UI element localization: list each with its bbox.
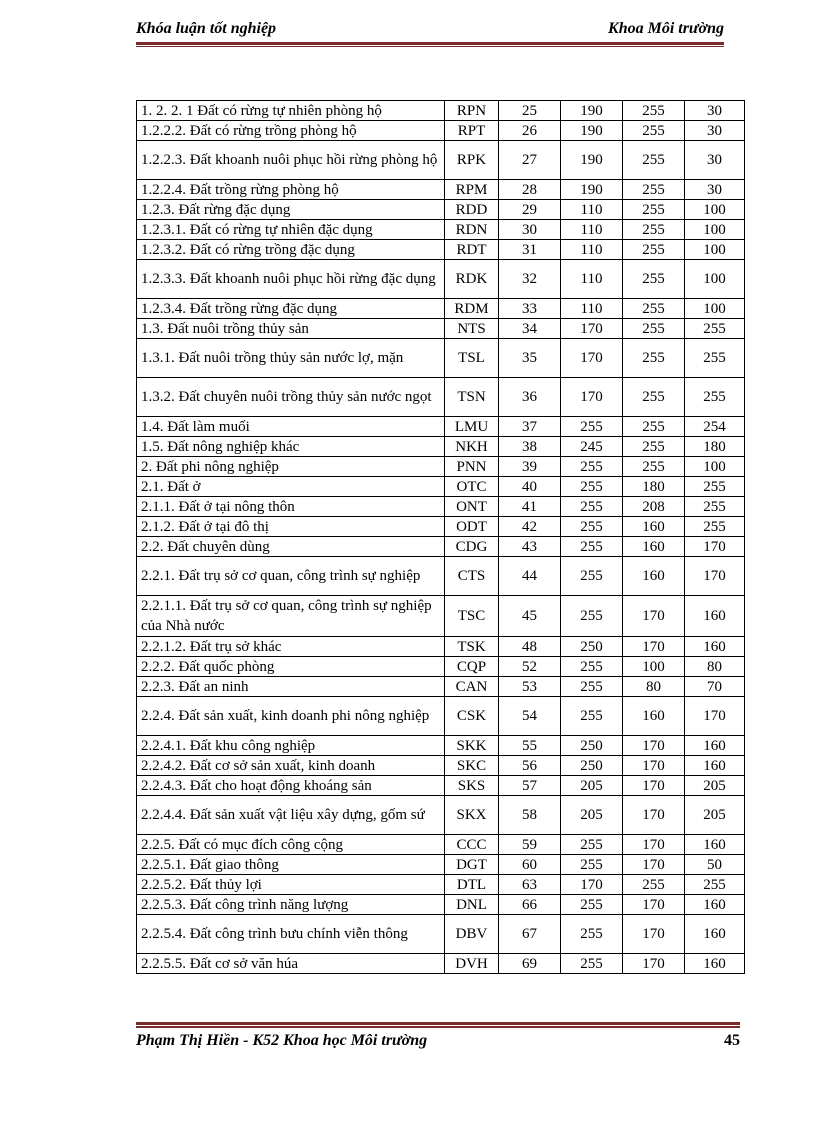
id-cell: 66 xyxy=(499,895,561,915)
green-value-cell: 255 xyxy=(623,875,685,895)
blue-value-cell: 170 xyxy=(685,697,745,736)
code-cell: DBV xyxy=(445,915,499,954)
red-value-cell: 255 xyxy=(561,457,623,477)
code-cell: CCC xyxy=(445,835,499,855)
table-row xyxy=(137,517,745,537)
land-type-cell: 1.3.1. Đất nuôi trồng thủy sản nước lợ, mặn xyxy=(137,339,445,378)
table-row xyxy=(137,697,745,736)
table-row xyxy=(137,339,745,378)
red-value-cell: 110 xyxy=(561,240,623,260)
green-value-cell: 255 xyxy=(623,319,685,339)
table-row xyxy=(137,537,745,557)
land-type-cell: 2.2.4.4. Đất sản xuất vật liệu xây dựng, gốm sứ xyxy=(137,796,445,835)
footer-author: Phạm Thị Hiền - K52 Khoa học Môi trường xyxy=(136,1032,428,1049)
code-cell: RDK xyxy=(445,260,499,299)
blue-value-cell: 100 xyxy=(685,220,745,240)
table-row xyxy=(137,121,745,141)
blue-value-cell: 255 xyxy=(685,517,745,537)
green-value-cell: 255 xyxy=(623,457,685,477)
green-value-cell: 255 xyxy=(623,240,685,260)
land-type-cell: 1.2.3. Đất rừng đặc dụng xyxy=(137,200,445,220)
land-use-color-table xyxy=(136,100,745,974)
id-cell: 59 xyxy=(499,835,561,855)
table-row xyxy=(137,319,745,339)
land-type-cell: 1.2.2.2. Đất có rừng trồng phòng hộ xyxy=(137,121,445,141)
red-value-cell: 255 xyxy=(561,517,623,537)
table-row xyxy=(137,596,745,637)
red-value-cell: 255 xyxy=(561,477,623,497)
id-cell: 48 xyxy=(499,637,561,657)
blue-value-cell: 80 xyxy=(685,657,745,677)
code-cell: SKX xyxy=(445,796,499,835)
land-type-cell: 2.1.1. Đất ở tại nông thôn xyxy=(137,497,445,517)
id-cell: 43 xyxy=(499,537,561,557)
land-type-cell: 1.4. Đất làm muối xyxy=(137,417,445,437)
code-cell: RDT xyxy=(445,240,499,260)
code-cell: CDG xyxy=(445,537,499,557)
code-cell: PNN xyxy=(445,457,499,477)
table-row xyxy=(137,240,745,260)
green-value-cell: 160 xyxy=(623,697,685,736)
land-type-cell: 1.3.2. Đất chuyên nuôi trồng thủy sản nước ngọt xyxy=(137,378,445,417)
blue-value-cell: 160 xyxy=(685,954,745,974)
code-cell: TSK xyxy=(445,637,499,657)
land-type-cell: 2.1. Đất ở xyxy=(137,477,445,497)
id-cell: 44 xyxy=(499,557,561,596)
id-cell: 45 xyxy=(499,596,561,637)
id-cell: 53 xyxy=(499,677,561,697)
id-cell: 54 xyxy=(499,697,561,736)
blue-value-cell: 100 xyxy=(685,299,745,319)
page-number: 45 xyxy=(724,1032,740,1049)
code-cell: RDM xyxy=(445,299,499,319)
land-type-cell: 2.2. Đất chuyên dùng xyxy=(137,537,445,557)
blue-value-cell: 30 xyxy=(685,141,745,180)
blue-value-cell: 160 xyxy=(685,915,745,954)
land-type-cell: 2.2.1.1. Đất trụ sở cơ quan, công trình sự nghiệp của Nhà nước xyxy=(137,596,445,637)
green-value-cell: 255 xyxy=(623,121,685,141)
blue-value-cell: 30 xyxy=(685,121,745,141)
land-type-cell: 2.2.1. Đất trụ sở cơ quan, công trình sự nghiệp xyxy=(137,557,445,596)
red-value-cell: 190 xyxy=(561,101,623,121)
red-value-cell: 250 xyxy=(561,756,623,776)
id-cell: 30 xyxy=(499,220,561,240)
id-cell: 34 xyxy=(499,319,561,339)
green-value-cell: 170 xyxy=(623,915,685,954)
table-row xyxy=(137,180,745,200)
red-value-cell: 190 xyxy=(561,121,623,141)
red-value-cell: 110 xyxy=(561,220,623,240)
red-value-cell: 255 xyxy=(561,596,623,637)
land-type-cell: 2.2.4.3. Đất cho hoạt động khoáng sản xyxy=(137,776,445,796)
blue-value-cell: 255 xyxy=(685,339,745,378)
land-type-cell: 2.2.5.4. Đất công trình bưu chính viễn thông xyxy=(137,915,445,954)
land-type-cell: 1.2.3.4. Đất trồng rừng đặc dụng xyxy=(137,299,445,319)
blue-value-cell: 70 xyxy=(685,677,745,697)
blue-value-cell: 30 xyxy=(685,180,745,200)
land-type-cell: 1.2.3.3. Đất khoanh nuôi phục hồi rừng đặc dụng xyxy=(137,260,445,299)
code-cell: DTL xyxy=(445,875,499,895)
blue-value-cell: 100 xyxy=(685,200,745,220)
land-type-cell: 2.2.1.2. Đất trụ sở khác xyxy=(137,637,445,657)
land-type-cell: 2.2.5. Đất có mục đích công cộng xyxy=(137,835,445,855)
land-type-cell: 2.2.4.1. Đất khu công nghiệp xyxy=(137,736,445,756)
table-row xyxy=(137,736,745,756)
blue-value-cell: 100 xyxy=(685,260,745,299)
code-cell: OTC xyxy=(445,477,499,497)
header-faculty: Khoa Môi trường xyxy=(608,20,724,37)
blue-value-cell: 160 xyxy=(685,756,745,776)
blue-value-cell: 160 xyxy=(685,637,745,657)
code-cell: DVH xyxy=(445,954,499,974)
code-cell: ONT xyxy=(445,497,499,517)
green-value-cell: 255 xyxy=(623,437,685,457)
green-value-cell: 255 xyxy=(623,180,685,200)
table-row xyxy=(137,915,745,954)
land-type-cell: 2.2.5.2. Đất thủy lợi xyxy=(137,875,445,895)
red-value-cell: 205 xyxy=(561,776,623,796)
land-type-cell: 1.2.3.2. Đất có rừng trồng đặc dụng xyxy=(137,240,445,260)
red-value-cell: 255 xyxy=(561,835,623,855)
red-value-cell: 255 xyxy=(561,697,623,736)
green-value-cell: 208 xyxy=(623,497,685,517)
table-row xyxy=(137,677,745,697)
blue-value-cell: 160 xyxy=(685,736,745,756)
red-value-cell: 205 xyxy=(561,796,623,835)
green-value-cell: 170 xyxy=(623,756,685,776)
code-cell: RPN xyxy=(445,101,499,121)
id-cell: 58 xyxy=(499,796,561,835)
code-cell: NTS xyxy=(445,319,499,339)
green-value-cell: 160 xyxy=(623,557,685,596)
land-type-cell: 2.2.5.5. Đất cơ sở văn húa xyxy=(137,954,445,974)
table-row xyxy=(137,101,745,121)
red-value-cell: 255 xyxy=(561,657,623,677)
blue-value-cell: 50 xyxy=(685,855,745,875)
id-cell: 26 xyxy=(499,121,561,141)
red-value-cell: 190 xyxy=(561,180,623,200)
table-row xyxy=(137,637,745,657)
red-value-cell: 110 xyxy=(561,299,623,319)
green-value-cell: 170 xyxy=(623,895,685,915)
red-value-cell: 170 xyxy=(561,339,623,378)
id-cell: 28 xyxy=(499,180,561,200)
green-value-cell: 170 xyxy=(623,776,685,796)
table-row xyxy=(137,378,745,417)
red-value-cell: 255 xyxy=(561,895,623,915)
land-type-cell: 1. 2. 2. 1 Đất có rừng tự nhiên phòng hộ xyxy=(137,101,445,121)
red-value-cell: 250 xyxy=(561,637,623,657)
table-row xyxy=(137,557,745,596)
red-value-cell: 245 xyxy=(561,437,623,457)
code-cell: CSK xyxy=(445,697,499,736)
green-value-cell: 255 xyxy=(623,141,685,180)
green-value-cell: 170 xyxy=(623,835,685,855)
blue-value-cell: 180 xyxy=(685,437,745,457)
red-value-cell: 190 xyxy=(561,141,623,180)
table-row xyxy=(137,855,745,875)
blue-value-cell: 255 xyxy=(685,875,745,895)
id-cell: 55 xyxy=(499,736,561,756)
table-row xyxy=(137,141,745,180)
code-cell: SKC xyxy=(445,756,499,776)
code-cell: RDN xyxy=(445,220,499,240)
blue-value-cell: 100 xyxy=(685,240,745,260)
blue-value-cell: 205 xyxy=(685,776,745,796)
green-value-cell: 100 xyxy=(623,657,685,677)
code-cell: TSL xyxy=(445,339,499,378)
table-row xyxy=(137,477,745,497)
blue-value-cell: 100 xyxy=(685,457,745,477)
blue-value-cell: 255 xyxy=(685,497,745,517)
code-cell: RPM xyxy=(445,180,499,200)
code-cell: LMU xyxy=(445,417,499,437)
green-value-cell: 170 xyxy=(623,736,685,756)
header-rule xyxy=(136,42,724,47)
green-value-cell: 160 xyxy=(623,517,685,537)
table-row xyxy=(137,796,745,835)
land-type-cell: 2. Đất phi nông nghiệp xyxy=(137,457,445,477)
code-cell: CAN xyxy=(445,677,499,697)
id-cell: 41 xyxy=(499,497,561,517)
code-cell: RPT xyxy=(445,121,499,141)
blue-value-cell: 160 xyxy=(685,835,745,855)
land-type-cell: 1.5. Đất nông nghiệp khác xyxy=(137,437,445,457)
table-row xyxy=(137,835,745,855)
footer-rule xyxy=(136,1022,740,1028)
id-cell: 56 xyxy=(499,756,561,776)
green-value-cell: 255 xyxy=(623,200,685,220)
blue-value-cell: 160 xyxy=(685,596,745,637)
id-cell: 60 xyxy=(499,855,561,875)
blue-value-cell: 160 xyxy=(685,895,745,915)
code-cell: CTS xyxy=(445,557,499,596)
land-type-cell: 2.2.3. Đất an ninh xyxy=(137,677,445,697)
red-value-cell: 255 xyxy=(561,537,623,557)
table-row xyxy=(137,457,745,477)
land-type-cell: 2.1.2. Đất ở tại đô thị xyxy=(137,517,445,537)
id-cell: 67 xyxy=(499,915,561,954)
id-cell: 42 xyxy=(499,517,561,537)
table-body xyxy=(137,101,745,974)
table-row xyxy=(137,756,745,776)
id-cell: 37 xyxy=(499,417,561,437)
red-value-cell: 255 xyxy=(561,954,623,974)
table-row xyxy=(137,200,745,220)
blue-value-cell: 255 xyxy=(685,378,745,417)
red-value-cell: 170 xyxy=(561,319,623,339)
land-type-cell: 2.2.4. Đất sản xuất, kinh doanh phi nông nghiệp xyxy=(137,697,445,736)
id-cell: 57 xyxy=(499,776,561,796)
id-cell: 36 xyxy=(499,378,561,417)
green-value-cell: 180 xyxy=(623,477,685,497)
green-value-cell: 255 xyxy=(623,220,685,240)
id-cell: 35 xyxy=(499,339,561,378)
red-value-cell: 110 xyxy=(561,200,623,220)
table-row xyxy=(137,895,745,915)
land-type-cell: 1.2.2.3. Đất khoanh nuôi phục hồi rừng phòng hộ xyxy=(137,141,445,180)
table-row xyxy=(137,260,745,299)
code-cell: RDD xyxy=(445,200,499,220)
table-row xyxy=(137,299,745,319)
code-cell: RPK xyxy=(445,141,499,180)
table-row xyxy=(137,220,745,240)
land-type-cell: 2.2.5.3. Đất công trình năng lượng xyxy=(137,895,445,915)
id-cell: 69 xyxy=(499,954,561,974)
green-value-cell: 170 xyxy=(623,954,685,974)
green-value-cell: 255 xyxy=(623,417,685,437)
red-value-cell: 255 xyxy=(561,417,623,437)
id-cell: 32 xyxy=(499,260,561,299)
red-value-cell: 110 xyxy=(561,260,623,299)
land-type-cell: 1.2.2.4. Đất trồng rừng phòng hộ xyxy=(137,180,445,200)
id-cell: 31 xyxy=(499,240,561,260)
page-footer xyxy=(136,1030,740,1054)
table-row xyxy=(137,657,745,677)
red-value-cell: 255 xyxy=(561,855,623,875)
blue-value-cell: 255 xyxy=(685,477,745,497)
land-type-cell: 2.2.4.2. Đất cơ sở sản xuất, kinh doanh xyxy=(137,756,445,776)
table-row xyxy=(137,954,745,974)
blue-value-cell: 255 xyxy=(685,319,745,339)
id-cell: 38 xyxy=(499,437,561,457)
green-value-cell: 255 xyxy=(623,299,685,319)
green-value-cell: 255 xyxy=(623,101,685,121)
red-value-cell: 250 xyxy=(561,736,623,756)
blue-value-cell: 205 xyxy=(685,796,745,835)
red-value-cell: 255 xyxy=(561,497,623,517)
code-cell: CQP xyxy=(445,657,499,677)
green-value-cell: 255 xyxy=(623,260,685,299)
green-value-cell: 80 xyxy=(623,677,685,697)
page-header xyxy=(136,18,724,44)
table-row xyxy=(137,776,745,796)
table-row xyxy=(137,437,745,457)
code-cell: DNL xyxy=(445,895,499,915)
code-cell: NKH xyxy=(445,437,499,457)
land-type-cell: 2.2.2. Đất quốc phòng xyxy=(137,657,445,677)
code-cell: TSC xyxy=(445,596,499,637)
green-value-cell: 170 xyxy=(623,855,685,875)
table-row xyxy=(137,875,745,895)
red-value-cell: 255 xyxy=(561,915,623,954)
red-value-cell: 255 xyxy=(561,557,623,596)
table-row xyxy=(137,497,745,517)
blue-value-cell: 254 xyxy=(685,417,745,437)
id-cell: 29 xyxy=(499,200,561,220)
id-cell: 27 xyxy=(499,141,561,180)
green-value-cell: 255 xyxy=(623,378,685,417)
header-thesis-title: Khóa luận tốt nghiệp xyxy=(136,20,277,37)
land-type-cell: 1.3. Đất nuôi trồng thủy sản xyxy=(137,319,445,339)
code-cell: TSN xyxy=(445,378,499,417)
green-value-cell: 160 xyxy=(623,537,685,557)
blue-value-cell: 170 xyxy=(685,537,745,557)
id-cell: 25 xyxy=(499,101,561,121)
land-type-cell: 1.2.3.1. Đất có rừng tự nhiên đặc dụng xyxy=(137,220,445,240)
code-cell: DGT xyxy=(445,855,499,875)
code-cell: ODT xyxy=(445,517,499,537)
green-value-cell: 170 xyxy=(623,796,685,835)
code-cell: SKK xyxy=(445,736,499,756)
id-cell: 39 xyxy=(499,457,561,477)
id-cell: 40 xyxy=(499,477,561,497)
red-value-cell: 170 xyxy=(561,378,623,417)
green-value-cell: 170 xyxy=(623,596,685,637)
id-cell: 33 xyxy=(499,299,561,319)
land-type-cell: 2.2.5.1. Đất giao thông xyxy=(137,855,445,875)
blue-value-cell: 30 xyxy=(685,101,745,121)
green-value-cell: 170 xyxy=(623,637,685,657)
code-cell: SKS xyxy=(445,776,499,796)
red-value-cell: 255 xyxy=(561,677,623,697)
green-value-cell: 255 xyxy=(623,339,685,378)
table-row xyxy=(137,417,745,437)
id-cell: 63 xyxy=(499,875,561,895)
id-cell: 52 xyxy=(499,657,561,677)
red-value-cell: 170 xyxy=(561,875,623,895)
blue-value-cell: 170 xyxy=(685,557,745,596)
